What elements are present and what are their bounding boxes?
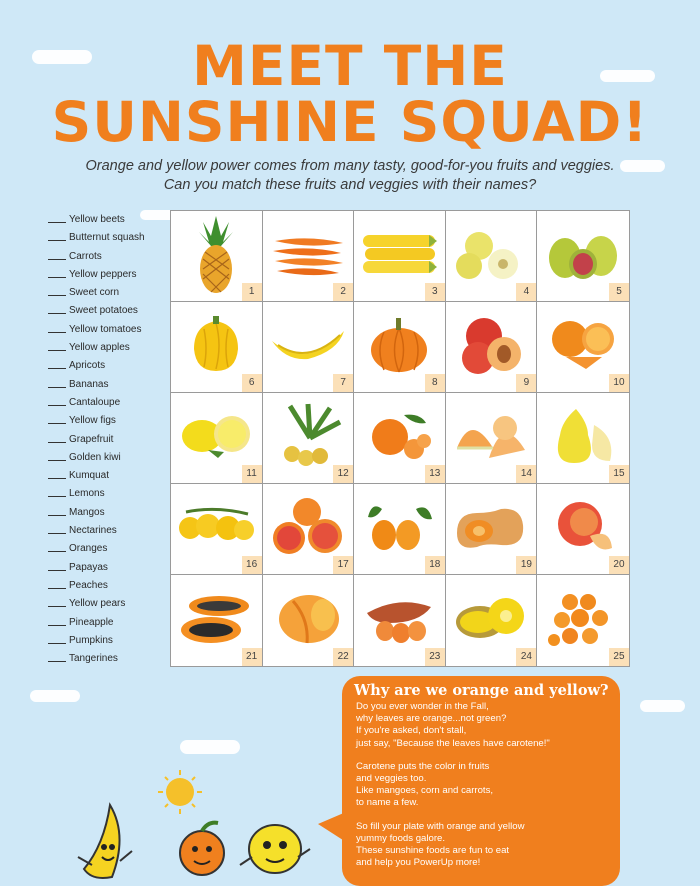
cell-number: 24 [516, 648, 536, 666]
lemons-icon [178, 410, 254, 462]
info-paragraph: Carotene puts the color in fruits and veggies too. Like mangoes, corn and carrots, to name a few. [356, 760, 494, 809]
yellow-pepper-icon [186, 315, 246, 375]
list-item: Kumquat [48, 467, 145, 485]
sun-icon [158, 770, 202, 814]
list-item: Oranges [48, 540, 145, 558]
cell-number: 13 [425, 465, 445, 483]
bananas-icon [268, 323, 348, 367]
title-line-2: SUNSHINE SQUAD! [51, 90, 649, 154]
grid-cell[interactable] [354, 484, 446, 575]
fruit-grid [170, 210, 630, 667]
list-item: Nectarines [48, 522, 145, 540]
tangerines-icon [364, 407, 434, 465]
cell-number: 8 [425, 374, 445, 392]
list-item: Sweet potatoes [48, 302, 145, 320]
list-item: Grapefruit [48, 431, 145, 449]
grid-cell[interactable] [171, 302, 263, 393]
grid-cell[interactable] [537, 302, 629, 393]
grid-cell[interactable] [171, 393, 263, 484]
cell-number: 4 [516, 283, 536, 301]
corn-icon [359, 231, 439, 277]
nectarines-icon [456, 314, 526, 376]
list-item: Sweet corn [48, 284, 145, 302]
info-title: Why are we orange and yellow? [354, 682, 609, 699]
grid-cell[interactable] [537, 484, 629, 575]
grid-cell[interactable] [354, 302, 446, 393]
cell-number: 9 [516, 374, 536, 392]
answer-blank[interactable] [48, 643, 66, 644]
answer-blank[interactable] [48, 570, 66, 571]
grid-cell[interactable] [354, 393, 446, 484]
grid-cell[interactable] [446, 484, 538, 575]
grid-cell[interactable] [446, 211, 538, 302]
cell-number: 11 [242, 465, 262, 483]
cell-number: 7 [333, 374, 353, 392]
answer-blank[interactable] [48, 313, 66, 314]
answer-blank[interactable] [48, 442, 66, 443]
answer-blank[interactable] [48, 515, 66, 516]
peaches-icon [550, 498, 616, 556]
cell-number: 15 [609, 465, 629, 483]
cloud [180, 740, 240, 754]
cell-number: 1 [242, 283, 262, 301]
yellow-figs-icon [545, 226, 621, 282]
grid-cell[interactable] [263, 484, 355, 575]
list-item: Cantaloupe [48, 394, 145, 412]
yellow-pears-icon [548, 405, 618, 467]
answer-blank[interactable] [48, 496, 66, 497]
answer-blank[interactable] [48, 423, 66, 424]
cloud [30, 690, 80, 702]
answer-blank[interactable] [48, 332, 66, 333]
carrots-icon [269, 229, 347, 279]
list-item: Apricots [48, 357, 145, 375]
answer-blank[interactable] [48, 478, 66, 479]
cell-number: 14 [516, 465, 536, 483]
grid-cell[interactable] [446, 302, 538, 393]
cell-number: 3 [425, 283, 445, 301]
answer-blank[interactable] [48, 259, 66, 260]
info-box [342, 676, 620, 886]
page-title [0, 34, 700, 154]
lemon-mascot-icon [240, 825, 310, 873]
grid-cell[interactable] [446, 575, 538, 666]
banana-mascot-icon [78, 805, 132, 878]
mangos-icon [273, 591, 343, 647]
grid-cell[interactable] [171, 484, 263, 575]
cell-number: 23 [425, 648, 445, 666]
papayas-icon [177, 592, 255, 646]
answer-blank[interactable] [48, 460, 66, 461]
grid-cell[interactable] [171, 211, 263, 302]
cell-number: 5 [609, 283, 629, 301]
yellow-apples-icon [453, 226, 529, 282]
apricots-icon [548, 590, 618, 648]
cloud [640, 700, 685, 712]
cell-number: 12 [333, 465, 353, 483]
orange-mascot-icon [180, 823, 224, 875]
list-item: Bananas [48, 376, 145, 394]
cell-number: 19 [516, 556, 536, 574]
cell-number: 17 [333, 556, 353, 574]
list-item: Pumpkins [48, 632, 145, 650]
list-item: Yellow pears [48, 595, 145, 613]
answer-blank[interactable] [48, 661, 66, 662]
info-body [356, 701, 618, 880]
cantaloupe-icon [453, 408, 529, 464]
grid-cell[interactable] [537, 211, 629, 302]
yellow-tomatoes-icon [176, 504, 256, 550]
info-paragraph: Do you ever wonder in the Fall, why leaves are orange...not green? If you're asked, don't stall, just say, "Because the leaves have carotene!" [356, 701, 550, 749]
answer-blank[interactable] [48, 240, 66, 241]
name-list [48, 211, 145, 668]
grid-cell[interactable] [537, 575, 629, 666]
butternut-squash-icon [451, 503, 531, 551]
pumpkin-icon [368, 316, 430, 374]
list-item: Yellow peppers [48, 266, 145, 284]
grid-cell[interactable] [263, 393, 355, 484]
answer-blank[interactable] [48, 277, 66, 278]
subtitle-line-2: Can you match these fruits and veggies with their names? [163, 177, 537, 193]
list-item: Yellow tomatoes [48, 321, 145, 339]
cell-number: 18 [425, 556, 445, 574]
grid-cell[interactable] [537, 393, 629, 484]
subtitle-line-1: Orange and yellow power comes from many tasty, good-for-you fruits and veggies. [85, 158, 615, 174]
list-item: Papayas [48, 559, 145, 577]
list-item: Butternut squash [48, 229, 145, 247]
answer-blank[interactable] [48, 533, 66, 534]
grid-cell[interactable] [263, 575, 355, 666]
title-line-1: MEET THE [192, 34, 508, 98]
oranges-icon [546, 317, 620, 373]
sweet-potatoes-icon [359, 593, 439, 645]
cell-number: 10 [609, 374, 629, 392]
answer-blank[interactable] [48, 588, 66, 589]
answer-blank[interactable] [48, 295, 66, 296]
list-item: Pineapple [48, 614, 145, 632]
pineapple-icon [191, 214, 241, 294]
list-item: Yellow apples [48, 339, 145, 357]
info-paragraph: So fill your plate with orange and yellow yummy foods galore. These sunshine foods are fun to eat and help you PowerUp more! [356, 820, 525, 869]
list-item: Golden kiwi [48, 449, 145, 467]
yellow-beets-icon [270, 402, 346, 470]
list-item: Peaches [48, 577, 145, 595]
answer-blank[interactable] [48, 405, 66, 406]
cell-number: 21 [242, 648, 262, 666]
list-item: Lemons [48, 485, 145, 503]
cell-number: 25 [609, 648, 629, 666]
answer-blank[interactable] [48, 350, 66, 351]
answer-blank[interactable] [48, 625, 66, 626]
list-item: Mangos [48, 504, 145, 522]
grapefruit-icon [271, 496, 345, 558]
grid-cell[interactable] [354, 575, 446, 666]
answer-blank[interactable] [48, 551, 66, 552]
list-item: Yellow figs [48, 412, 145, 430]
mascots-illustration [70, 765, 330, 886]
grid-cell[interactable] [446, 393, 538, 484]
answer-blank[interactable] [48, 606, 66, 607]
cell-number: 16 [242, 556, 262, 574]
cell-number: 20 [609, 556, 629, 574]
cell-number: 6 [242, 374, 262, 392]
answer-blank[interactable] [48, 222, 66, 223]
list-item: Yellow beets [48, 211, 145, 229]
cell-number: 2 [333, 283, 353, 301]
answer-blank[interactable] [48, 368, 66, 369]
grid-cell[interactable] [354, 211, 446, 302]
list-item: Carrots [48, 248, 145, 266]
list-item: Tangerines [48, 650, 145, 668]
grid-cell[interactable] [263, 211, 355, 302]
subtitle [0, 157, 700, 195]
answer-blank[interactable] [48, 387, 66, 388]
grid-cell[interactable] [171, 575, 263, 666]
golden-kiwi-icon [452, 592, 530, 646]
kumquat-icon [362, 499, 436, 555]
grid-cell[interactable] [263, 302, 355, 393]
cell-number: 22 [333, 648, 353, 666]
